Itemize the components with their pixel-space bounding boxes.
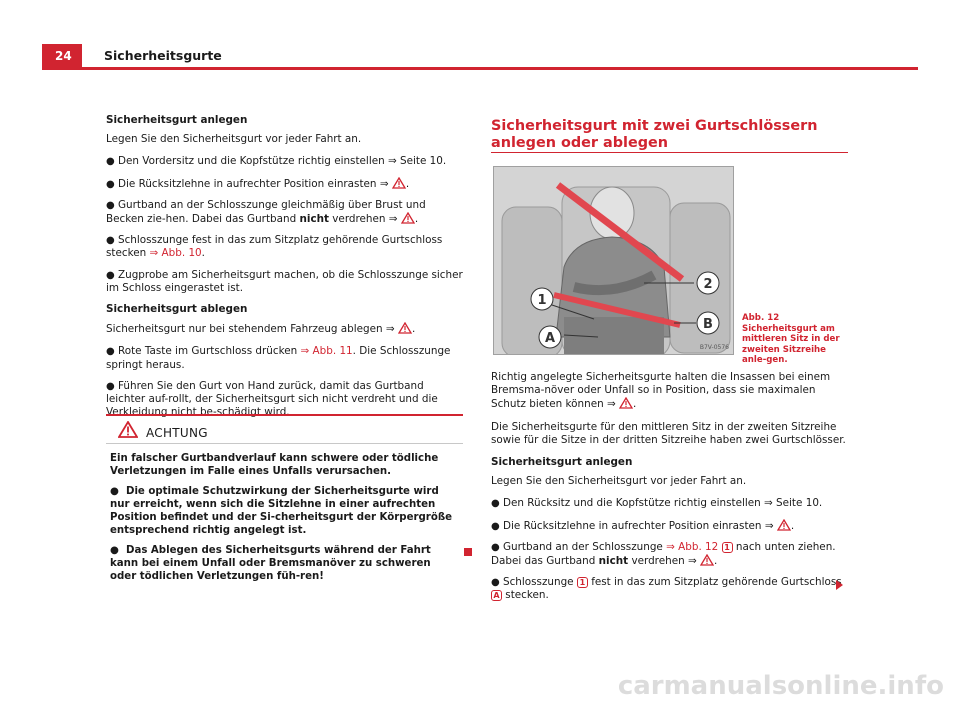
list-item	[106, 345, 463, 371]
bullet-icon: ●	[110, 545, 126, 556]
list-item: ● Gurtband an der Schlosszunge gleichmäßig über Brust und Becken zie-hen. Dabei das Gurtband nicht verdrehen ⇒ .	[106, 198, 426, 226]
figure-code: B7V-0576	[699, 344, 729, 351]
warning-paragraph	[110, 485, 457, 537]
figure-label: 1	[537, 293, 547, 308]
callout-badge: 1	[722, 542, 733, 553]
list-item	[491, 497, 848, 510]
right-body	[491, 371, 848, 611]
warning-triangle-icon[interactable]	[777, 519, 791, 531]
list-item-text: Zugprobe am Sicherheitsgurt machen, ob die Schlosszunge sicher im Schloss eingerastet ist.	[106, 268, 463, 294]
callout-badge: 1	[577, 577, 588, 588]
warning-triangle-icon	[118, 421, 138, 438]
seatbelt-illustration	[494, 167, 734, 355]
emphasis: nicht	[598, 555, 629, 568]
paragraph-text: Richtig angelegte Sicherheitsgurte halten die Insassen bei einem Bremsma-növer oder Unfall so in Position, dass sie maximalen Schutz bieten können ⇒	[491, 371, 831, 411]
bullet-icon: ●	[106, 380, 115, 392]
list-item: ● Schlosszunge fest in das zum Sitzplatz gehörende Gurtschloss stecken ⇒ Abb. 10.	[106, 234, 443, 260]
bullet-icon: ●	[106, 235, 115, 247]
bullet-icon: ●	[106, 346, 115, 358]
intro-anlegen: Legen Sie den Sicherheitsgurt vor jeder Fahrt an.	[491, 475, 747, 488]
watermark: carmanualsonline.info	[617, 671, 944, 701]
header-rule	[42, 67, 918, 70]
figure-link[interactable]: ⇒ Abb. 10	[149, 247, 202, 260]
left-column	[106, 114, 463, 427]
warning-paragraph	[110, 544, 457, 583]
bullet-icon: ●	[491, 520, 500, 532]
warning-triangle-icon[interactable]	[700, 554, 714, 566]
list-item-text: Gurtband an der Schlosszunge gleichmäßig über Brust und Becken zie-hen. Dabei das Gurtband	[106, 198, 426, 226]
list-item-text: stecken.	[502, 589, 549, 602]
emphasis: nicht	[299, 213, 329, 226]
subtitle-anlegen: Sicherheitsgurt anlegen	[491, 456, 633, 469]
list-item: ● Die Rücksitzlehne in aufrechter Position einrasten ⇒ .	[491, 519, 795, 532]
list-item-text: Schlosszunge	[503, 576, 577, 589]
paragraph: Richtig angelegte Sicherheitsgurte halten die Insassen bei einem Bremsma-növer oder Unfall so in Position, dass sie maximalen Schutz bieten können ⇒ .	[491, 371, 831, 411]
figure-link[interactable]: ⇒ Abb. 11	[300, 345, 353, 358]
bullet-icon: ●	[110, 486, 126, 497]
list-item-text: Die Rücksitzlehne in aufrechter Position einrasten ⇒	[118, 177, 392, 190]
warning-text: Die optimale Schutzwirkung der Sicherheitsgurte wird nur erreicht, wenn sich die Sitzlehne in einer aufrechten Position befindet und der Si-cherheitsgurt der Körpergröße entsprechend richtig angelegt ist.	[110, 486, 453, 536]
warning-triangle-icon[interactable]	[619, 397, 633, 409]
intro-anlegen: Legen Sie den Sicherheitsgurt vor jeder Fahrt an.	[106, 133, 362, 146]
list-item-text: Den Rücksitz und die Kopfstütze richtig einstellen ⇒ Seite 10.	[503, 497, 823, 510]
list-item-text: Gurtband an der Schlosszunge	[503, 540, 667, 553]
warning-title: ACHTUNG	[146, 426, 208, 440]
warning-box	[106, 414, 463, 590]
list-item-text: Die Rücksitzlehne in aufrechter Position einrasten ⇒	[503, 519, 777, 532]
bullet-icon: ●	[106, 178, 115, 190]
intro-ablegen: Sicherheitsgurt nur bei stehendem Fahrzeug ablegen ⇒ .	[106, 323, 416, 336]
subtitle-ablegen: Sicherheitsgurt ablegen	[106, 303, 248, 316]
bullet-icon: ●	[106, 269, 115, 281]
figure-caption: Abb. 12 Sicherheitsgurt am mittleren Sitz in der zweiten Sitzreihe anle-gen.	[742, 313, 840, 365]
list-item-text: Rote Taste im Gurtschloss drücken	[118, 345, 301, 358]
figure-link[interactable]: ⇒ Abb. 12	[666, 540, 719, 553]
list-item	[491, 576, 848, 602]
section-rule	[491, 152, 848, 153]
bullet-icon: ●	[106, 156, 115, 168]
warning-triangle-icon[interactable]	[392, 177, 406, 189]
callout-badge: A	[491, 590, 502, 601]
warning-text: Das Ablegen des Sicherheitsgurts während der Fahrt kann bei einem Unfall oder Bremsmanöver zu schweren oder tödlichen Verletzungen füh-ren!	[110, 545, 431, 582]
warning-paragraph: Ein falscher Gurtbandverlauf kann schwere oder tödliche Verletzungen im Falle eines Unfalls verursachen.	[110, 453, 439, 477]
intro-text: Sicherheitsgurt nur bei stehendem Fahrzeug ablegen ⇒	[106, 323, 398, 336]
bullet-icon: ●	[106, 199, 115, 211]
bullet-icon: ●	[491, 498, 500, 510]
list-item: ● Die Rücksitzlehne in aufrechter Position einrasten ⇒ .	[106, 177, 410, 190]
list-item-text: Schlosszunge fest in das zum Sitzplatz gehörende Gurtschloss stecken	[106, 234, 443, 260]
list-item	[106, 155, 463, 168]
list-item-text: verdrehen ⇒	[628, 555, 700, 568]
warning-body	[106, 444, 463, 583]
list-item-text: nach unten ziehen. Dabei das Gurtband	[491, 540, 836, 568]
list-item: ● Gurtband an der Schlosszunge ⇒ Abb. 12 1 nach unten ziehen. Dabei das Gurtband nicht verdrehen ⇒ .	[491, 540, 836, 568]
bullet-icon: ●	[491, 541, 500, 553]
header-title: Sicherheitsgurte	[104, 48, 222, 63]
figure-label: 2	[703, 277, 713, 292]
list-item-text: Den Vordersitz und die Kopfstütze richtig einstellen ⇒ Seite 10.	[118, 155, 447, 168]
figure-label: B	[703, 317, 713, 332]
warning-triangle-icon[interactable]	[398, 322, 412, 334]
figure-seatbelt-illustration	[493, 166, 734, 355]
list-item	[106, 269, 463, 295]
warning-triangle-icon[interactable]	[401, 212, 415, 224]
continue-arrow-icon	[836, 580, 843, 590]
section-heading: Sicherheitsgurt mit zwei Gurtschlössern anlegen oder ablegen	[491, 118, 818, 151]
paragraph: Die Sicherheitsgurte für den mittleren Sitz in der zweiten Sitzreihe sowie für die Sitze in der dritten Sitzreihe haben zwei Gurtschlösser.	[491, 420, 846, 446]
list-item-text: . Die Schlosszunge springt heraus.	[106, 345, 451, 371]
bullet-icon: ●	[491, 577, 500, 589]
page-number: 24	[42, 44, 82, 68]
warning-header	[106, 416, 463, 444]
figure-label: A	[544, 331, 556, 346]
end-marker-icon	[464, 548, 472, 556]
list-item-text: Führen Sie den Gurt von Hand zurück, damit das Gurtband leichter auf-rollt, der Sicherheitsgurt sich nicht verdreht und die Verkleidung nicht be-schädigt wird.	[106, 379, 438, 419]
list-item-text: fest in das zum Sitzplatz gehörende Gurtschloss	[587, 576, 842, 589]
list-item-text: verdrehen ⇒	[328, 213, 401, 226]
subtitle-anlegen: Sicherheitsgurt anlegen	[106, 114, 248, 126]
